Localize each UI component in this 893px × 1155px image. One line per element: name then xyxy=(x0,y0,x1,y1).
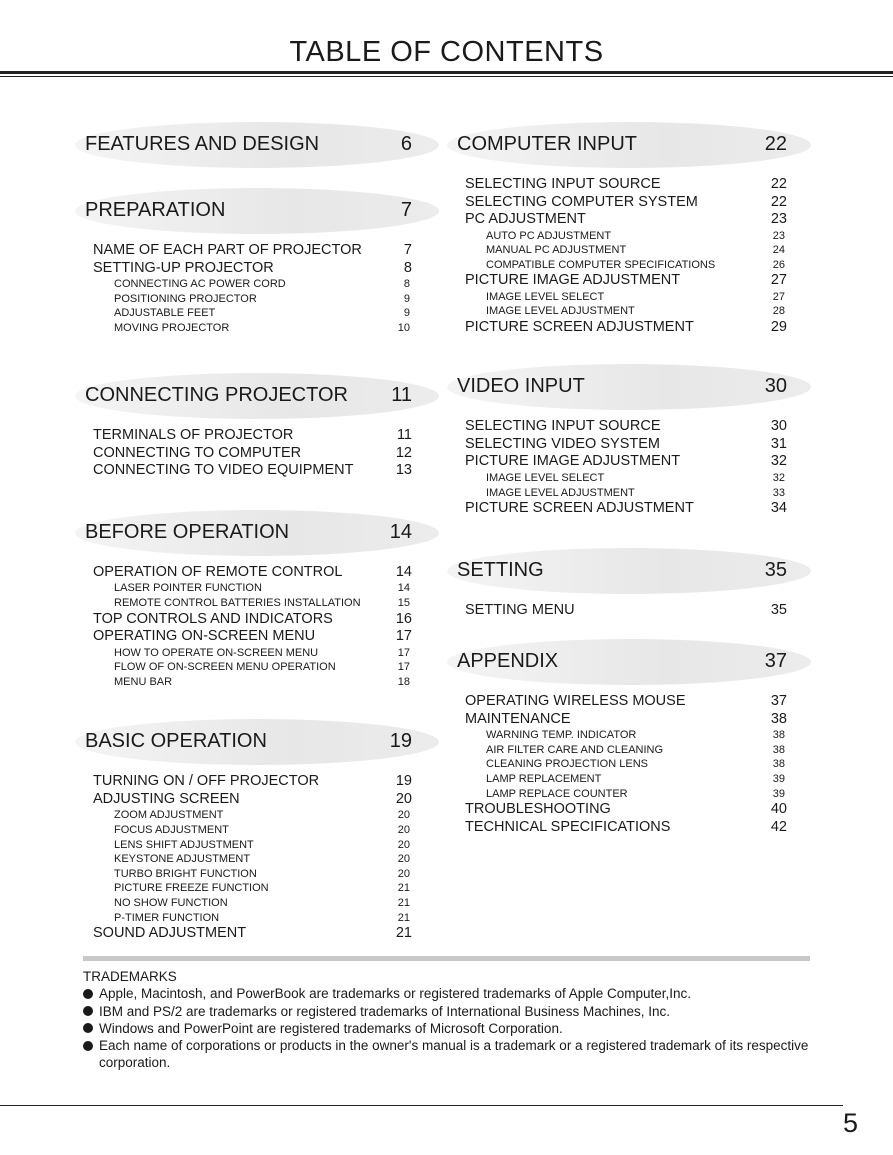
toc-entry-page: 33 xyxy=(772,486,785,499)
toc-entry-label: IMAGE LEVEL SELECT xyxy=(486,290,605,303)
toc-entry-label: PICTURE IMAGE ADJUSTMENT xyxy=(465,272,681,289)
toc-subentry[interactable] xyxy=(457,757,801,772)
toc-entry[interactable] xyxy=(457,819,801,837)
toc-entry[interactable] xyxy=(457,693,801,711)
bullet-icon xyxy=(83,1041,93,1051)
toc-entry[interactable] xyxy=(457,801,801,819)
toc-entry-page: 17 xyxy=(397,661,410,674)
toc-entry[interactable] xyxy=(457,500,801,518)
toc-entry-page: 22 xyxy=(770,176,787,192)
section-page-number: 14 xyxy=(389,520,412,543)
toc-entry-page: 28 xyxy=(772,305,785,318)
toc-entry-page: 20 xyxy=(397,809,410,822)
toc-subentry[interactable] xyxy=(85,277,426,292)
bullet-icon xyxy=(83,1006,93,1016)
toc-subentry[interactable] xyxy=(457,486,801,501)
section-heading[interactable] xyxy=(85,373,426,419)
toc-subentry[interactable] xyxy=(85,660,426,675)
toc-entry-page: 9 xyxy=(403,307,410,320)
toc-entry-page: 38 xyxy=(772,758,785,771)
toc-entry-page: 7 xyxy=(403,242,412,258)
toc-entry-label: MAINTENANCE xyxy=(465,710,571,727)
toc-entry-page: 21 xyxy=(395,925,412,942)
toc-entry-label: P-TIMER FUNCTION xyxy=(114,911,220,924)
toc-entry-label: ADJUSTABLE FEET xyxy=(114,307,216,320)
bullet-icon xyxy=(83,1023,93,1033)
toc-entry-label: ADJUSTING SCREEN xyxy=(93,790,240,807)
toc-entry-label: SELECTING INPUT SOURCE xyxy=(465,418,661,435)
toc-entry-page: 31 xyxy=(770,435,787,452)
section-items xyxy=(457,602,801,620)
toc-entry-label: MOVING PROJECTOR xyxy=(114,321,230,334)
toc-entry-page: 26 xyxy=(772,258,785,271)
toc-entry[interactable] xyxy=(85,242,426,260)
toc-entry-label: PC ADJUSTMENT xyxy=(465,211,586,227)
toc-subentry[interactable] xyxy=(457,243,801,258)
toc-entry-label: COMPATIBLE COMPUTER SPECIFICATIONS xyxy=(486,258,716,271)
toc-entry-label: OPERATING ON-SCREEN MENU xyxy=(93,628,316,645)
toc-entry-page: 35 xyxy=(770,601,787,618)
trademark-text: Windows and PowerPoint are registered trademarks of Microsoft Corporation. xyxy=(99,1020,563,1036)
title-rule-thin xyxy=(0,76,893,77)
section-page-number: 22 xyxy=(764,133,787,155)
toc-entry-label: TOP CONTROLS AND INDICATORS xyxy=(93,610,333,627)
toc-section-preparation xyxy=(85,188,426,335)
section-page-number: 11 xyxy=(391,384,412,407)
trademark-text: Apple, Macintosh, and PowerBook are trademarks or registered trademarks of Apple Computer,Inc. xyxy=(99,986,692,1002)
toc-entry-label: SELECTING COMPUTER SYSTEM xyxy=(465,193,698,210)
toc-section-setting xyxy=(457,548,801,620)
trademarks-list xyxy=(83,985,811,1071)
toc-entry-label: IMAGE LEVEL SELECT xyxy=(486,471,605,484)
section-items xyxy=(85,427,426,480)
toc-subentry[interactable] xyxy=(85,881,426,896)
toc-entry-label: WARNING TEMP. INDICATOR xyxy=(486,729,637,742)
section-page-number: 7 xyxy=(400,199,412,221)
toc-entry-label: SOUND ADJUSTMENT xyxy=(93,925,247,942)
section-heading[interactable] xyxy=(85,122,426,168)
section-title: SETTING xyxy=(457,558,544,581)
toc-left-column xyxy=(85,122,426,943)
toc-entry-label: PICTURE SCREEN ADJUSTMENT xyxy=(465,318,694,335)
toc-entry-page: 17 xyxy=(397,646,410,659)
section-title: APPENDIX xyxy=(457,650,559,673)
toc-entry-page: 29 xyxy=(770,318,787,335)
toc-subentry[interactable] xyxy=(85,838,426,853)
toc-subentry[interactable] xyxy=(85,292,426,307)
toc-entry-page: 20 xyxy=(395,790,412,807)
toc-section-appendix xyxy=(457,639,801,836)
toc-entry-label: FOCUS ADJUSTMENT xyxy=(114,823,229,836)
toc-entry-page: 13 xyxy=(395,462,412,479)
toc-entry[interactable] xyxy=(85,611,426,629)
section-heading[interactable] xyxy=(457,364,801,410)
section-items xyxy=(85,773,426,942)
toc-section-computer-input xyxy=(457,122,801,336)
toc-section-basic-operation xyxy=(85,719,426,942)
toc-entry-page: 38 xyxy=(772,729,785,742)
trademark-text: IBM and PS/2 are trademarks or registered trademarks of International Business Machines, Inc. xyxy=(99,1003,671,1019)
section-heading[interactable] xyxy=(457,639,801,685)
toc-subentry[interactable] xyxy=(85,675,426,690)
toc-entry-page: 20 xyxy=(397,838,410,851)
toc-subentry[interactable] xyxy=(457,471,801,486)
toc-entry[interactable] xyxy=(457,194,801,212)
toc-entry-page: 10 xyxy=(397,321,410,334)
trademark-item xyxy=(83,1003,811,1020)
toc-entry-label: TECHNICAL SPECIFICATIONS xyxy=(465,818,671,835)
toc-entry-label: SETTING MENU xyxy=(465,601,575,618)
section-items xyxy=(457,693,801,836)
toc-entry-page: 20 xyxy=(397,823,410,836)
section-page-number: 6 xyxy=(400,133,412,155)
section-heading[interactable] xyxy=(85,719,426,765)
toc-entry[interactable] xyxy=(457,436,801,454)
toc-entry-label: CONNECTING TO VIDEO EQUIPMENT xyxy=(93,462,354,479)
toc-entry-page: 14 xyxy=(397,582,410,595)
toc-entry-label: SELECTING VIDEO SYSTEM xyxy=(465,435,660,452)
toc-entry-page: 40 xyxy=(770,801,787,818)
section-page-number: 19 xyxy=(389,730,412,753)
toc-entry-page: 42 xyxy=(770,818,787,835)
toc-section-video-input xyxy=(457,364,801,517)
toc-entry-page: 32 xyxy=(770,453,787,470)
toc-entry[interactable] xyxy=(85,628,426,646)
toc-entry-page: 38 xyxy=(772,743,785,756)
toc-entry-label: LAMP REPLACE COUNTER xyxy=(486,787,628,800)
toc-entry-label: PICTURE IMAGE ADJUSTMENT xyxy=(465,453,681,470)
toc-entry-label: MENU BAR xyxy=(114,675,173,688)
toc-subentry[interactable] xyxy=(457,772,801,787)
toc-subentry[interactable] xyxy=(85,306,426,321)
toc-subentry[interactable] xyxy=(85,646,426,661)
trademark-text: Each name of corporations or products in the owner's manual is a trademark or a registered trademark of its respective corporation. xyxy=(99,1038,809,1071)
toc-entry-page: 19 xyxy=(395,773,412,790)
toc-entry-label: PICTURE SCREEN ADJUSTMENT xyxy=(465,500,694,517)
section-heading[interactable] xyxy=(85,188,426,234)
toc-entry-label: IMAGE LEVEL ADJUSTMENT xyxy=(486,486,635,499)
toc-entry-page: 23 xyxy=(772,229,785,242)
toc-entry-page: 23 xyxy=(770,211,787,227)
toc-entry[interactable] xyxy=(457,418,801,436)
toc-entry-page: 27 xyxy=(770,272,787,289)
section-title: VIDEO INPUT xyxy=(457,375,585,398)
toc-entry-label: POSITIONING PROJECTOR xyxy=(114,292,257,305)
toc-entry-label: LASER POINTER FUNCTION xyxy=(114,582,262,595)
toc-subentry[interactable] xyxy=(457,290,801,305)
toc-entry-page: 39 xyxy=(772,787,785,800)
section-items xyxy=(85,242,426,335)
bullet-icon xyxy=(83,989,93,999)
toc-entry[interactable] xyxy=(457,453,801,471)
toc-entry-page: 16 xyxy=(395,610,412,627)
toc-entry-page: 27 xyxy=(772,290,785,303)
trademark-item xyxy=(83,985,811,1002)
toc-entry-page: 14 xyxy=(395,563,412,580)
toc-subentry[interactable] xyxy=(457,743,801,758)
toc-entry-page: 12 xyxy=(395,444,412,461)
toc-section-before-operation xyxy=(85,510,426,689)
toc-subentry[interactable] xyxy=(85,321,426,336)
toc-entry-label: NO SHOW FUNCTION xyxy=(114,896,228,909)
toc-entry-page: 8 xyxy=(403,278,410,290)
toc-entry[interactable] xyxy=(85,564,426,582)
toc-entry-page: 15 xyxy=(397,596,410,609)
toc-entry-page: 20 xyxy=(397,867,410,880)
section-title: FEATURES AND DESIGN xyxy=(85,133,320,155)
footer-rule xyxy=(0,1105,843,1106)
page-title: TABLE OF CONTENTS xyxy=(289,36,604,68)
toc-entry[interactable] xyxy=(85,925,426,943)
trademark-item xyxy=(83,1020,811,1037)
section-title: BEFORE OPERATION xyxy=(85,520,290,543)
trademarks-block xyxy=(83,968,811,1072)
toc-entry-label: AUTO PC ADJUSTMENT xyxy=(486,229,612,242)
toc-entry[interactable] xyxy=(85,773,426,791)
toc-entry-label: TURBO BRIGHT FUNCTION xyxy=(114,867,257,880)
toc-subentry[interactable] xyxy=(457,229,801,244)
toc-subentry[interactable] xyxy=(85,852,426,867)
toc-entry-page: 9 xyxy=(403,292,410,305)
page-number: 5 xyxy=(842,1108,858,1138)
toc-entry-page: 37 xyxy=(770,693,787,710)
toc-subentry[interactable] xyxy=(457,304,801,319)
toc-subentry[interactable] xyxy=(85,596,426,611)
toc-section-connecting-projector xyxy=(85,373,426,480)
toc-subentry[interactable] xyxy=(457,787,801,802)
toc-entry[interactable] xyxy=(85,445,426,463)
toc-entry-label: TERMINALS OF PROJECTOR xyxy=(93,427,294,444)
toc-entry-label: OPERATING WIRELESS MOUSE xyxy=(465,693,686,710)
section-items xyxy=(457,176,801,336)
toc-entry-label: CONNECTING TO COMPUTER xyxy=(93,444,302,461)
toc-entry-label: PICTURE FREEZE FUNCTION xyxy=(114,882,269,895)
toc-entry-label: AIR FILTER CARE AND CLEANING xyxy=(486,743,664,756)
section-title: PREPARATION xyxy=(85,199,226,221)
trademark-item xyxy=(83,1037,811,1072)
toc-entry[interactable] xyxy=(85,791,426,809)
toc-entry-label: CONNECTING AC POWER CORD xyxy=(114,278,286,290)
toc-entry-label: KEYSTONE ADJUSTMENT xyxy=(114,853,251,866)
toc-entry-page: 32 xyxy=(772,471,785,484)
toc-subentry[interactable] xyxy=(85,867,426,882)
toc-entry-label: FLOW OF ON-SCREEN MENU OPERATION xyxy=(114,661,336,674)
toc-subentry[interactable] xyxy=(457,728,801,743)
section-heading[interactable] xyxy=(457,548,801,594)
toc-subentry[interactable] xyxy=(85,896,426,911)
toc-entry-label: TURNING ON / OFF PROJECTOR xyxy=(93,773,320,790)
toc-entry-page: 20 xyxy=(397,853,410,866)
toc-entry[interactable] xyxy=(457,711,801,729)
toc-entry-page: 21 xyxy=(397,896,410,909)
toc-entry-page: 22 xyxy=(770,193,787,210)
section-items xyxy=(457,418,801,517)
toc-subentry[interactable] xyxy=(85,911,426,926)
toc-entry-page: 34 xyxy=(770,500,787,517)
section-page-number: 37 xyxy=(764,650,787,673)
toc-subentry[interactable] xyxy=(457,258,801,273)
section-title: BASIC OPERATION xyxy=(85,730,267,753)
toc-entry-label: NAME OF EACH PART OF PROJECTOR xyxy=(93,242,362,258)
toc-entry-label: REMOTE CONTROL BATTERIES INSTALLATION xyxy=(114,596,361,609)
toc-entry[interactable] xyxy=(457,211,801,229)
toc-entry-label: SELECTING INPUT SOURCE xyxy=(465,176,661,192)
toc-entry-page: 21 xyxy=(397,882,410,895)
toc-entry-label: MANUAL PC ADJUSTMENT xyxy=(486,244,627,257)
toc-entry-label: HOW TO OPERATE ON-SCREEN MENU xyxy=(114,646,319,659)
toc-entry[interactable] xyxy=(457,319,801,337)
toc-entry-page: 30 xyxy=(770,418,787,435)
section-page-number: 35 xyxy=(764,558,787,581)
title-rule xyxy=(0,71,893,74)
toc-entry-page: 24 xyxy=(772,244,785,257)
toc-entry-label: CLEANING PROJECTION LENS xyxy=(486,758,648,771)
toc-entry[interactable] xyxy=(457,602,801,620)
toc-entry-page: 18 xyxy=(397,675,410,688)
toc-entry[interactable] xyxy=(85,462,426,480)
toc-entry[interactable] xyxy=(457,272,801,290)
toc-entry-label: OPERATION OF REMOTE CONTROL xyxy=(93,563,343,580)
toc-entry-label: TROUBLESHOOTING xyxy=(465,801,611,818)
toc-entry-page: 38 xyxy=(770,710,787,727)
section-page-number: 30 xyxy=(764,375,787,398)
section-title: COMPUTER INPUT xyxy=(457,133,637,155)
section-heading[interactable] xyxy=(85,510,426,556)
section-title: CONNECTING PROJECTOR xyxy=(85,384,348,407)
toc-entry-label: SETTING-UP PROJECTOR xyxy=(93,259,274,276)
toc-entry-label: IMAGE LEVEL ADJUSTMENT xyxy=(486,305,635,318)
trademarks-heading: TRADEMARKS xyxy=(83,969,177,984)
toc-subentry[interactable] xyxy=(85,808,426,823)
toc-subentry[interactable] xyxy=(85,581,426,596)
section-items xyxy=(85,564,426,689)
trademark-divider xyxy=(83,956,810,961)
toc-entry[interactable] xyxy=(85,427,426,445)
toc-entry-page: 17 xyxy=(395,628,412,645)
toc-entry-page: 39 xyxy=(772,772,785,785)
toc-right-column xyxy=(457,122,801,836)
toc-entry-page: 11 xyxy=(396,427,412,444)
toc-entry-page: 21 xyxy=(397,911,410,924)
toc-entry-label: LENS SHIFT ADJUSTMENT xyxy=(114,838,254,851)
toc-subentry[interactable] xyxy=(85,823,426,838)
toc-entry-label: ZOOM ADJUSTMENT xyxy=(114,809,224,822)
section-heading[interactable] xyxy=(457,122,801,168)
toc-entry[interactable] xyxy=(85,260,426,278)
toc-entry-label: LAMP REPLACEMENT xyxy=(486,772,602,785)
toc-section-features-and-design xyxy=(85,122,426,168)
toc-entry[interactable] xyxy=(457,176,801,194)
toc-entry-page: 8 xyxy=(403,259,412,276)
